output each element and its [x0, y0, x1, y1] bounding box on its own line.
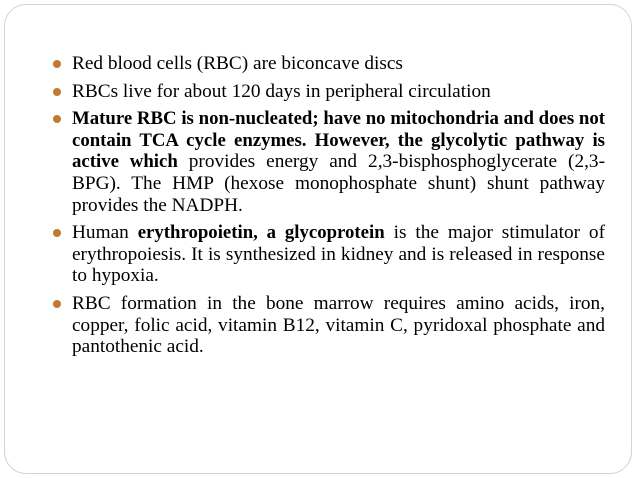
- bullet-text: Red blood cells (RBC) are biconcave discs: [72, 53, 403, 74]
- bullet-item-mature-rbc: [53, 108, 605, 216]
- bullet-dot-icon: [53, 60, 61, 68]
- bullet-bold-text: Mature RBC is non-nucleated; have no mitochondria and does not contain TCA cycle enzymes. However, the glycolytic pathway is active which: [72, 108, 605, 173]
- bullet-dot-icon: [53, 88, 61, 96]
- bullet-dot-icon: [53, 300, 61, 308]
- bullet-dot-icon: [53, 229, 61, 237]
- bullet-text: is the major stimulator of erythropoiesis. It is synthesized in kidney and is released in response to hypoxia.: [72, 222, 605, 287]
- bullet-list: [53, 53, 605, 364]
- bullet-text: provides energy and 2,3-bisphosphoglycerate (2,3-BPG). The HMP (hexose monophosphate shunt) shunt pathway provides the NADPH.: [72, 151, 605, 216]
- bullet-item-rbc-formation: [53, 293, 605, 358]
- bullet-text: RBCs live for about 120 days in peripheral circulation: [72, 80, 491, 102]
- bullet-dot-icon: [53, 115, 61, 123]
- bullet-item-rbc-shape: [53, 53, 605, 75]
- bullet-item-rbc-lifespan: [53, 81, 605, 103]
- slide: [4, 4, 632, 474]
- bullet-item-erythropoietin: [53, 222, 605, 287]
- bullet-bold-text: erythropoietin, a glycoprotein: [137, 222, 385, 244]
- bullet-text: RBC formation in the bone marrow requires amino acids, iron, copper, folic acid, vitamin B12, vitamin C, pyridoxal phosphate and pantothenic acid.: [72, 292, 605, 358]
- bullet-text-prefix: Human: [72, 222, 138, 244]
